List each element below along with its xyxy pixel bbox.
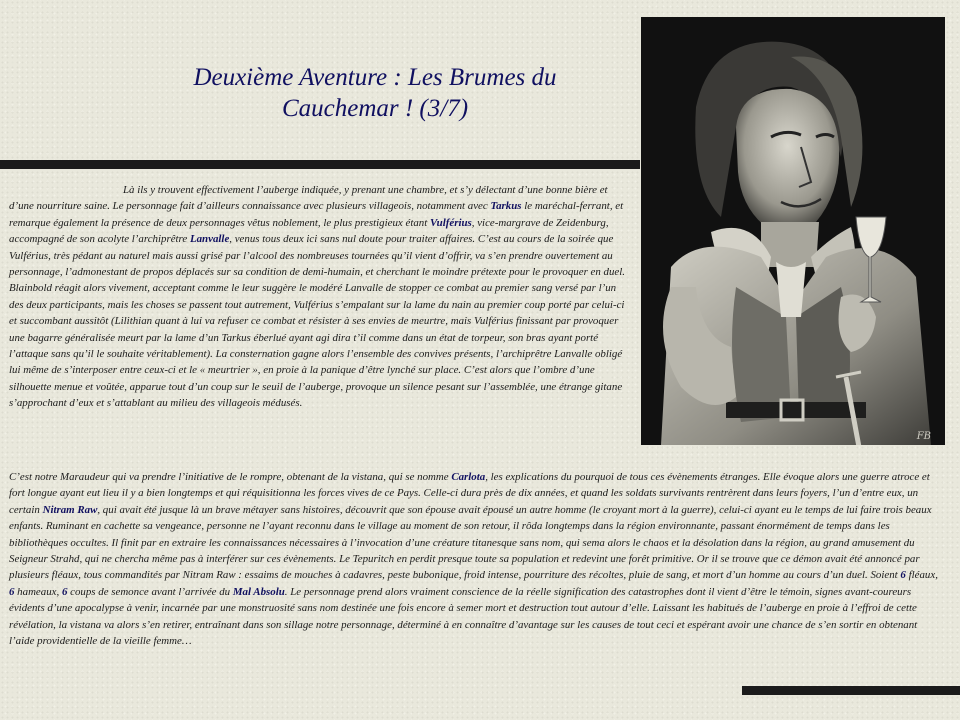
bottom-divider [742, 686, 960, 695]
highlighted-name: 6 [9, 585, 15, 598]
text-run: . Le personnage prend alors vraiment conscience de la réelle signification des catastrophes dont il vient d’être le témoin, signes avant-coureurs évidents d’une apocalypse à venir, incarnée par une monstruosité sans nom destinée une fois encore à semer mort et destruction tout autour d’elle. Laissant les habitués de l’auberge en proie à l’effroi de cette révélation, la vistana va alors s’en retirer, entraînant dans son sillage notre personnage, déterminé à en connaître d’avantage sur les causes de tout ceci et espérant avoir une chance de s’en sortir en obtenant l’aide providentielle de la vieille femme… [9, 585, 918, 648]
text-run: coups de semonce avant l’arrivée du [67, 585, 233, 598]
artist-signature: FB [916, 431, 931, 442]
highlighted-name: 6 [61, 585, 68, 598]
highlighted-name: Mal Absolu [232, 585, 285, 598]
story-paragraph-2 [9, 469, 945, 649]
highlighted-name: Carlota [451, 471, 486, 483]
highlighted-name: 6 [900, 569, 906, 582]
text-run: fléaux, [905, 569, 938, 582]
character-portrait [641, 17, 945, 445]
text-run: , qui avait été jusque là un brave métayer sans histoires, découvrit que son épouse avait épousé un autre homme (le croyant mort à la guerre), celui-ci ayant eu le temps de lui faire trois beaux enfants. Ruminant en cachette sa vengeance, personne ne l’ayant reconnu dans le village au moment de son retour, il rôda longtemps dans la région environnante, passant énormément de temps dans les bibliothèques occultes. Il finit par en extraire les connaissances nécessaires à l’invocation d’une créature titanesque sans nom, qui sema alors le chaos et la désolation dans la région, au grand amusement du Seigneur Strahd, qui ne chercha même pas à interférer sur ces évènements. Le Tepuritch en perdit presque toute sa population et redevint une forêt primitive. Or il se trouve que ce démon avait été annoncé par plusieurs fléaux, tous commandités par Nitram Raw : essaims de mouches à cadavres, peste bubonique, froid intense, pourriture des récoltes, pluie de sang, et mort d’un homme au cours d’un duel. Soient [9, 503, 932, 582]
text-run: , venus tous deux ici sans nul doute pour traiter affaires. C’est au cours de la soirée que Vulférius, très pédant au naturel mais aussi grisé par l’alcool des nombreuses tournées qu’il vient d’offrir, va s’en prendre ouvertement au personnage, l’admonestant de propos déplacés sur sa condition de demi-humain, et cherchant le moindre prétexte pour le provoquer en duel. Blainbold réagit alors vivement, acceptant comme le leur suggère le modéré Lanvalle de stopper ce combat au premier sang versé par l’un des deux participants, mais les choses se passent tout autrement, Vulférius s’empalant sur la lame du nain au premier coup porté par celui-ci et succombant aussitôt (Lilithian quant à lui va refuser ce combat et résister à ses envies de meurtre, mais Vulférius finissant par provoquer une bagarre généralisée meurt par la lame d’un Tarkus éberlué ayant agi dira t’il comme dans un état de torpeur, son bras ayant porté l’attaque sans qu’il le souhaite véritablement). La consternation gagne alors l’ensemble des convives présents, l’archiprêtre Lanvalle obligé lui même de s’interposer entre ceux-ci et le « meurtrier », en proie à la panique d’être lynché sur place. C’est alors que l’ombre d’une silhouette menue et voûtée, apparue tout d’un coup sur le seuil de l’auberge, provoque un silence pesant sur l’assemblée, une étrange gitane s’approchant d’eux et s’attablant au milieu des villageois médusés. [9, 233, 626, 410]
text-run: C’est notre Maraudeur qui va prendre l’initiative de le rompre, obtenant de la vistana, qui se nomme [9, 471, 452, 483]
top-divider [0, 160, 640, 169]
highlighted-name: Vulférius [430, 216, 472, 229]
text-run: Là ils y trouvent effectivement l’auberge indiquée, y prenant une chambre, et s’y délectant d’une bonne bière et d’une nourriture saine. Le personnage fait d’ailleurs connaissance avec plusieurs villageois, notamment avec [9, 184, 608, 213]
highlighted-name: Nitram Raw [42, 503, 98, 516]
text-run: le maréchal-ferrant, et remarque également la présence de deux personnages vêtus noblement, le plus prestigieux étant [9, 200, 624, 229]
page-title: Deuxième Aventure : Les Brumes du Cauchemar ! (3/7) [193, 64, 557, 122]
text-run: hameaux, [14, 585, 62, 598]
text-run: , les explications du pourquoi de tous ces évènements étranges. Elle évoque alors une guerre atroce et fort longue ayant eut lieu il y a bien longtemps et qui réquisitionna les forces vives de ce Pays. Celle-ci dura près de dix années, et quand les soldats survivants rentrèrent dans leurs foyers, l’un d’entre eux, un certain [9, 471, 930, 516]
text-run: , vice-margrave de Zeidenburg, accompagné de son acolyte l’archiprêtre [9, 216, 609, 246]
story-paragraph-1 [9, 182, 627, 412]
highlighted-name: Lanvalle [189, 233, 230, 246]
highlighted-name: Tarkus [490, 200, 522, 213]
